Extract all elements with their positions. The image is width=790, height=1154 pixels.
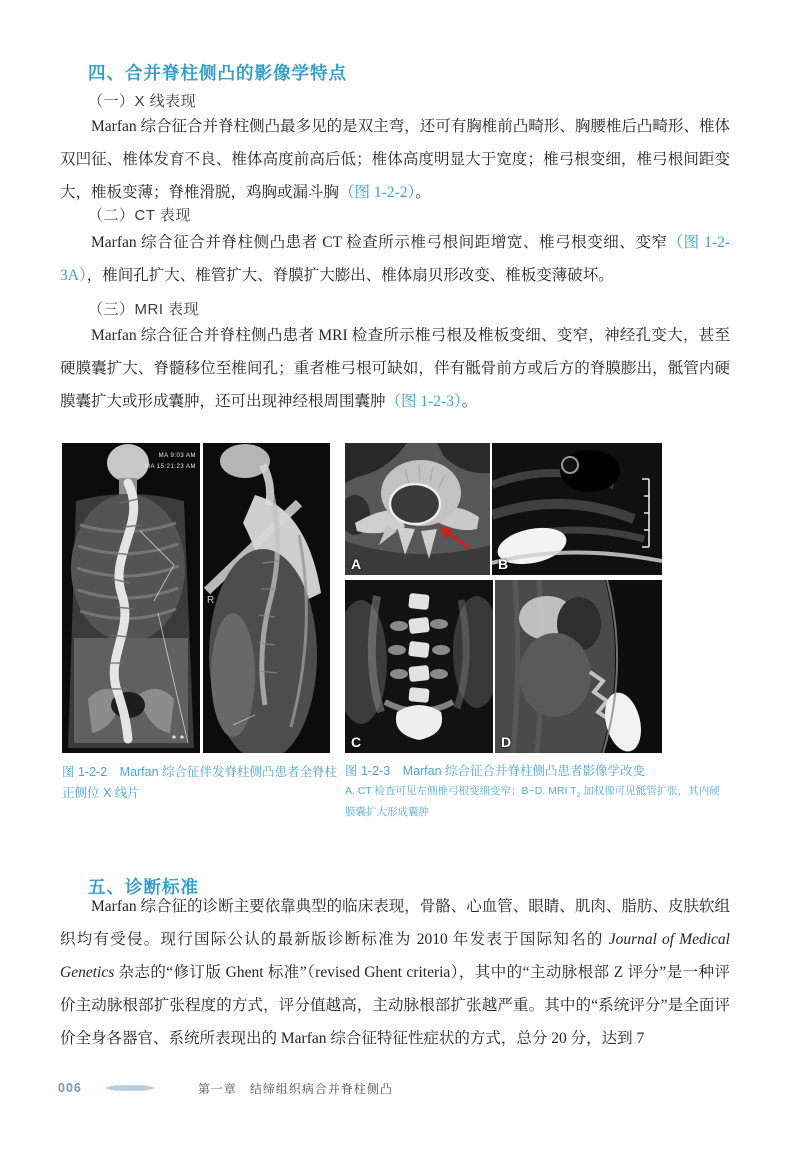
mri-coronal-panel-c [345,580,493,753]
figure-1-2-3-caption-title: 图 1-2-3 Marfan 综合征合并脊柱侧凸患者影像学改变 [345,764,646,778]
xray-ap-panel [62,443,200,753]
mri-axial-illustration [492,443,662,575]
xray-timestamp-overlay: MA 9:03 AM MA 15:21:23 AM [144,453,196,470]
xray-lateral-panel [203,443,330,753]
panel-label-a: A [351,556,362,572]
paragraph-mri: Marfan 综合征合并脊柱侧凸患者 MRI 检查所示椎弓根及椎板变细、变窄，神经孔变大，甚至硬膜囊扩大、脊髓移位至椎间孔；重者椎弓根可缺如，伴有骶骨前方或后方的脊膜膨出，骶管内硬膜囊扩大或形成囊肿，还可出现神经根周围囊肿（图 1-2-3）。 [60,327,730,410]
figure-1-2-3 [345,443,662,753]
figure-1-2-3-caption-note: A. CT 检查可见左侧椎弓根变细变窄；B~D. MRI $T_2$ 加权像可见骶管扩张，其内硬膜囊扩大形成囊肿 [345,785,720,819]
subsection-xray-title: （一）X 线表现 [88,93,197,110]
page-footer [58,1080,738,1096]
xray-ap-illustration [62,443,200,753]
figure-1-2-2 [62,443,330,753]
figure-1-2-3-caption [345,762,727,820]
chapter-title: 第一章 结缔组织病合并脊柱侧凸 [197,1081,393,1096]
paragraph-diagnosis: Marfan 综合征的诊断主要依靠典型的临床表现，骨骼、心血管、眼睛、肌肉、脂肪、皮肤软组织均有受侵。现行国际公认的最新版诊断标准为 2010 年发表于国际知名的 Journal of Medical Genetics 杂志的“修订版 Ghent 标准”（revised Ghent criteria），其中的“主动脉根部 Z 评分”是一种评价主动脉根部扩张程度的方式，评分值越高，主动脉根部扩张越严重。其中的“系统评分”是全面评价全身各器官、系统所表现出的 Marfan 综合征特征性症状的方式，总分 20 分，达到 7 [60,898,730,1047]
section-5-title: 五、诊断标准 [88,877,199,897]
xray-r-marker: R [207,595,215,606]
panel-label-c: C [351,734,362,750]
panel-label-d: D [501,734,512,750]
footer-ornament [104,1084,156,1092]
xray-lateral-illustration [203,443,330,753]
mri-axial-panel-b [492,443,662,575]
mri-sagittal-panel-d [495,580,662,753]
paragraph-ct: Marfan 综合征合并脊柱侧凸患者 CT 检查所示椎弓根间距增宽、椎弓根变细、变窄（图 1-2-3A），椎间孔扩大、椎管扩大、脊膜扩大膨出、椎体扇贝形改变、椎板变薄破坏。 [60,234,730,284]
subsection-mri-title: （三）MRI 表现 [88,301,200,318]
page-number: 006 [58,1081,82,1095]
ct-axial-illustration [345,443,490,575]
mri-sagittal-illustration [495,580,662,753]
figure-1-2-2-caption: 图 1-2-2 Marfan 综合征伴发脊柱侧凸患者全脊柱正侧位 X 线片 [62,765,338,800]
subsection-ct-title: （二）CT 表现 [88,207,191,224]
mri-coronal-illustration [345,580,493,753]
paragraph-xray: Marfan 综合征合并脊柱侧凸最多见的是双主弯，还可有胸椎前凸畸形、胸腰椎后凸畸形、椎体双凹征、椎体发育不良、椎体高度前高后低；椎体高度明显大于宽度；椎弓根变细，椎弓根间距变大，椎板变薄；脊椎滑脱，鸡胸或漏斗胸（图 1-2-2）。 [60,118,730,201]
panel-label-b: B [498,556,509,572]
section-4-title: 四、合并脊柱侧凸的影像学特点 [88,63,347,83]
ct-axial-panel-a [345,443,490,575]
